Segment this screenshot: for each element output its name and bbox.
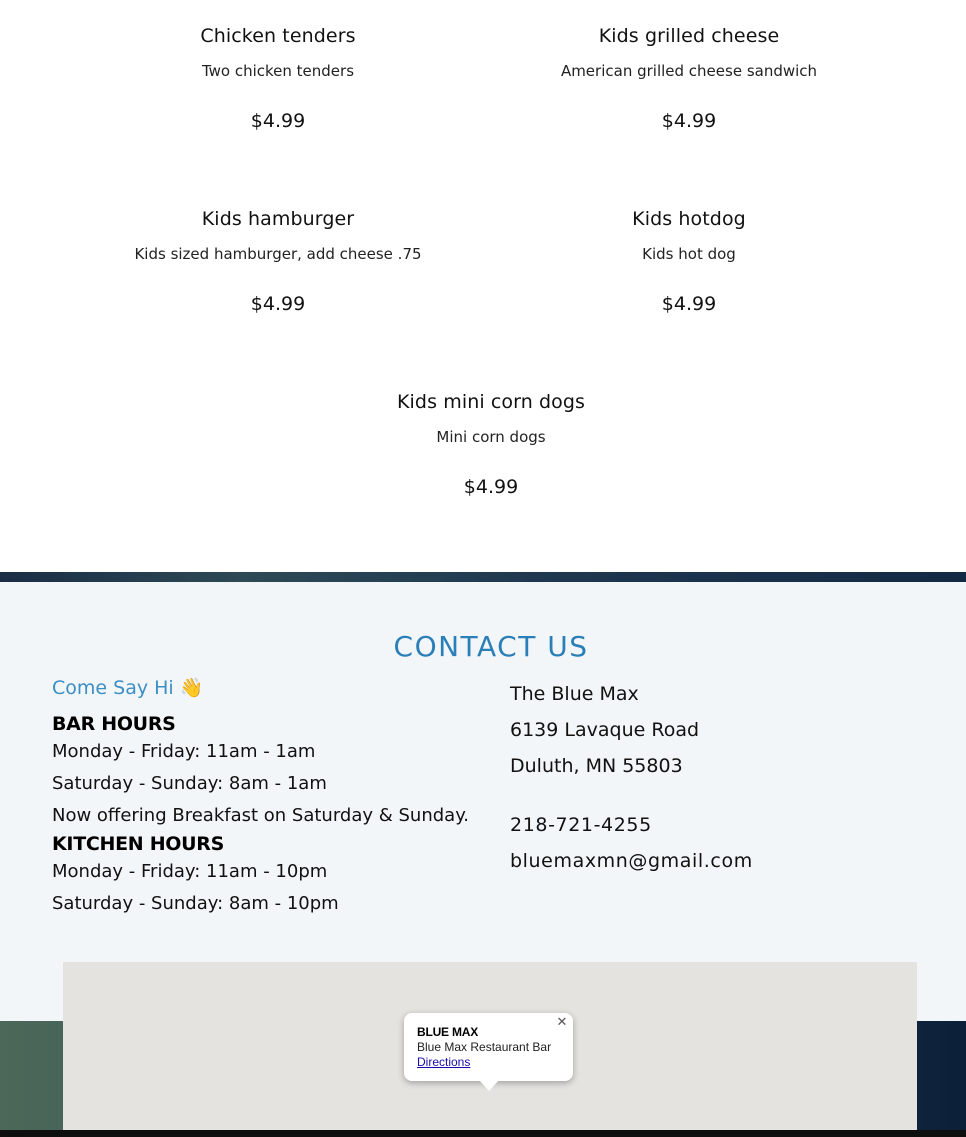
close-icon[interactable]: ✕	[556, 1014, 568, 1029]
popup-place-title: BLUE MAX	[417, 1025, 479, 1039]
address-column	[510, 676, 930, 879]
business-name: The Blue Max	[510, 683, 639, 705]
menu-item-price: $4.99	[661, 293, 717, 315]
menu-item-price: $4.99	[250, 293, 306, 315]
kitchen-hours-weekday: Monday - Friday: 11am - 10pm	[52, 861, 328, 882]
menu-item	[281, 390, 701, 499]
menu-item	[479, 24, 899, 133]
footer-bottom-bar	[0, 1130, 966, 1137]
menu-item-name: Chicken tenders	[200, 25, 356, 47]
come-say-hi-tagline: Come Say Hi 👋	[52, 677, 204, 699]
phone-link[interactable]: 218-721-4255	[510, 814, 652, 836]
bar-hours-heading: BAR HOURS	[52, 713, 176, 735]
menu-item-description: Mini corn dogs	[436, 428, 546, 446]
menu-item-price: $4.99	[250, 110, 306, 132]
breakfast-note: Now offering Breakfast on Saturday & Sunday.	[52, 805, 470, 826]
menu-item-description: Two chicken tenders	[201, 62, 355, 80]
menu-item-name: Kids hotdog	[632, 208, 746, 230]
bar-hours-weekday: Monday - Friday: 11am - 1am	[52, 741, 316, 762]
city-state-zip: Duluth, MN 55803	[510, 755, 683, 777]
contact-section	[0, 582, 966, 1022]
menu-item-name: Kids mini corn dogs	[396, 391, 586, 413]
email-link[interactable]: bluemaxmn@gmail.com	[510, 850, 753, 872]
contact-title: CONTACT US	[393, 630, 589, 663]
map-info-popup	[404, 1013, 573, 1081]
menu-item	[479, 207, 899, 316]
directions-link[interactable]: Directions	[417, 1055, 471, 1069]
kitchen-hours-weekend: Saturday - Sunday: 8am - 10pm	[52, 893, 339, 914]
hours-column	[52, 676, 482, 920]
menu-item-price: $4.99	[463, 476, 519, 498]
menu-item	[68, 207, 488, 316]
street-address: 6139 Lavaque Road	[510, 719, 700, 741]
menu-item-description: Kids sized hamburger, add cheese .75	[134, 245, 422, 263]
bar-hours-weekend: Saturday - Sunday: 8am - 1am	[52, 773, 327, 794]
menu-item	[68, 24, 488, 133]
google-map[interactable]	[63, 962, 917, 1130]
menu-item-name: Kids hamburger	[201, 208, 355, 230]
menu-item-name: Kids grilled cheese	[598, 25, 780, 47]
menu-item-description: Kids hot dog	[642, 245, 736, 263]
popup-place-subtitle: Blue Max Restaurant Bar	[417, 1040, 552, 1054]
menu-item-description: American grilled cheese sandwich	[560, 62, 818, 80]
section-divider-band	[0, 572, 966, 582]
menu-item-price: $4.99	[661, 110, 717, 132]
kitchen-hours-heading: KITCHEN HOURS	[52, 833, 224, 855]
